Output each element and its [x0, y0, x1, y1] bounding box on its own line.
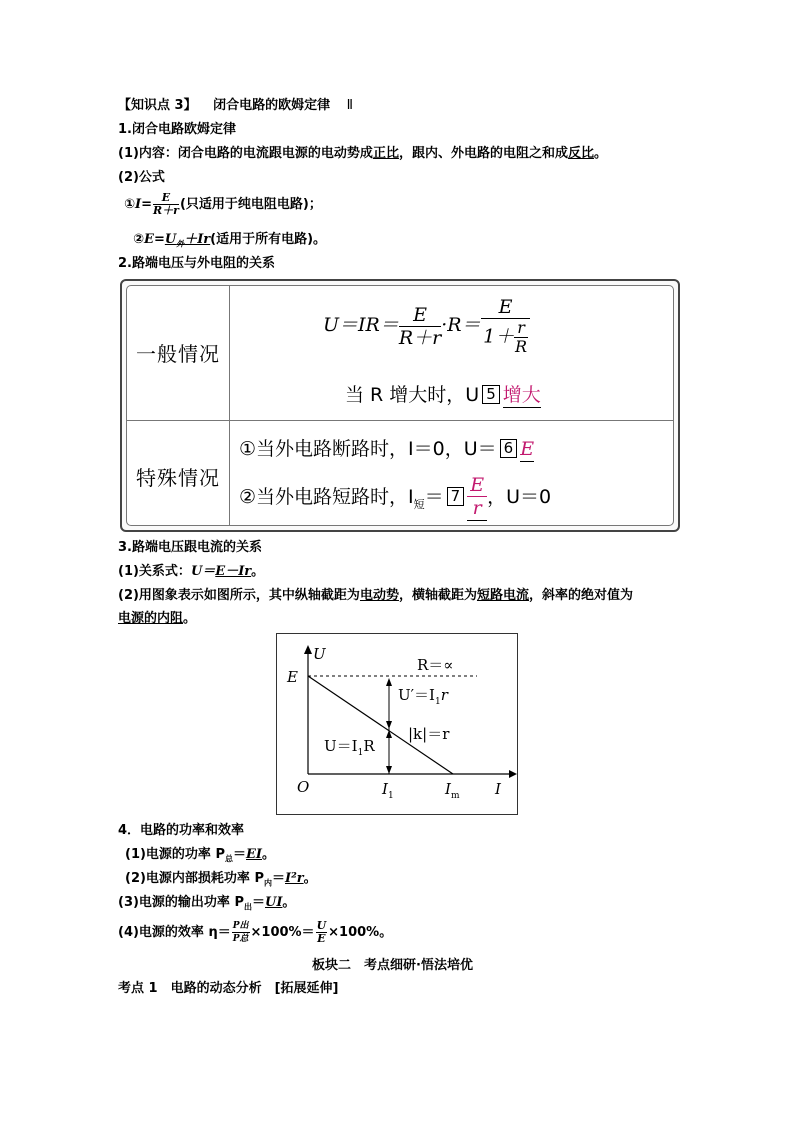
- desc-text: ，斜率的绝对值为: [528, 588, 633, 603]
- i1-label: [381, 780, 394, 801]
- power-eq: ＝: [232, 847, 246, 862]
- power-end: 。: [262, 847, 276, 862]
- power-sub: 总: [224, 854, 233, 864]
- power-sub: 内: [263, 878, 272, 888]
- eq-mid: ·R＝: [441, 314, 481, 336]
- den-prefix: 1＋: [483, 325, 515, 348]
- relation-table: [120, 279, 680, 532]
- i1-sub: 1: [387, 791, 394, 801]
- fraction-numerator: E: [467, 474, 487, 497]
- block-title: 板块二 考点细研·悟法培优: [312, 958, 473, 973]
- im-label: [444, 780, 460, 801]
- fraction-denominator: R＋r: [153, 204, 179, 217]
- power-internal: [125, 871, 317, 892]
- row-label-general: 一般情况: [136, 342, 220, 366]
- formula-index: ①: [124, 197, 136, 212]
- fraction-denominator: [481, 319, 531, 356]
- y-axis-label: U: [313, 645, 326, 663]
- fraction-numerator: E: [399, 304, 441, 327]
- u-prime-text: U′＝I: [398, 686, 435, 704]
- u-prime-end: r: [440, 686, 448, 704]
- formula-lhs: E: [144, 232, 154, 247]
- power-text: (3)电源的输出功率 P: [118, 895, 244, 910]
- origin-label: O: [297, 778, 310, 796]
- topic-title: 考点 1 电路的动态分析 [拓展延伸]: [118, 981, 339, 996]
- u-eq-end: R: [363, 737, 375, 755]
- graph-description-1: [118, 588, 633, 604]
- general-equation: [323, 296, 530, 356]
- u-prime-sub: 1: [434, 697, 441, 707]
- eq-prefix: U＝IR＝: [323, 314, 399, 336]
- open-circuit-line: [239, 434, 534, 461]
- arrow-up-mid: [386, 730, 392, 738]
- eq-fraction-1: [399, 304, 441, 349]
- efficiency-end: ×100%。: [328, 925, 393, 940]
- im-text: I: [445, 780, 451, 798]
- short-sub: 短: [413, 497, 425, 511]
- formula-fraction: [153, 192, 179, 217]
- formula-note: (只适用于纯电阻电路)；: [179, 197, 322, 212]
- power-sub: 出: [243, 902, 252, 912]
- knowledge-point-title: 闭合电路的欧姆定律: [213, 98, 331, 113]
- eq-fraction-2: [481, 296, 531, 356]
- inner-denominator: R: [515, 337, 528, 356]
- desc-text: (2)用图象表示如图所示，其中纵轴截距为: [118, 588, 360, 603]
- formula-rhs: [165, 232, 210, 247]
- content-text: ，跟内、外电路的电阻之和成: [398, 146, 568, 161]
- formula-2: [133, 232, 326, 252]
- relation-answer: E－Ir: [215, 564, 252, 579]
- relation-lhs: U＝: [190, 564, 216, 579]
- answer-ei: EI: [246, 847, 262, 862]
- efficiency-mid: ×100%＝: [250, 925, 315, 940]
- answer-increase: 增大: [502, 384, 541, 406]
- x-axis-label: I: [495, 780, 501, 798]
- knowledge-point-heading: [118, 98, 353, 114]
- fraction-numerator: E: [481, 296, 531, 319]
- slope-label: |k|＝r: [408, 725, 450, 743]
- short-circuit-text: ②当外电路短路时，I: [239, 486, 414, 508]
- answer-box-5: 5: [482, 385, 500, 404]
- general-conclusion: [345, 380, 541, 407]
- rhs-rest: ＋Ir: [184, 232, 211, 247]
- x-axis-arrow: [509, 770, 517, 778]
- section1-title: 1.闭合电路欧姆定律: [118, 122, 236, 137]
- arrow-down-mid: [386, 721, 392, 729]
- formula-title: (2)公式: [118, 170, 165, 185]
- u-eq-text: U＝I: [324, 737, 358, 755]
- table-horizontal-divider: [127, 420, 673, 421]
- fraction-numerator: P出: [232, 921, 249, 931]
- formula-1: [124, 192, 322, 217]
- desc-text: 。: [183, 611, 197, 626]
- section4-title: 4．电路的功率和效率: [118, 823, 245, 838]
- formula-lhs: I: [135, 197, 142, 212]
- power-output: [118, 895, 295, 916]
- section2-title: 2.路端电压与外电阻的关系: [118, 256, 275, 271]
- fraction-denominator: E: [317, 932, 326, 945]
- section3-title: 3.路端电压跟电流的关系: [118, 540, 262, 555]
- table-inner: [126, 285, 674, 526]
- r-infinity-label: R＝∝: [417, 656, 454, 674]
- content-text: (1)内容：闭合电路的电流跟电源的电动势成: [118, 146, 373, 161]
- short-circuit-line: [239, 474, 551, 521]
- answer-proportional: 正比: [372, 146, 399, 161]
- knowledge-point-level: Ⅱ: [346, 98, 354, 113]
- arrow-up-top: [386, 678, 392, 686]
- answer-short-current: [467, 474, 487, 521]
- answer-inverse: 反比: [567, 146, 594, 161]
- power-end: 。: [282, 895, 296, 910]
- desc-text: ，横轴截距为: [398, 588, 477, 603]
- formula-index: ②: [133, 232, 145, 247]
- efficiency-text: (4)电源的效率 η＝: [118, 925, 231, 940]
- u-eq-sub: 1: [357, 748, 364, 758]
- fraction-denominator: r: [472, 497, 482, 519]
- rhs-sub: 外: [176, 238, 185, 249]
- i1-text: I: [382, 780, 388, 798]
- power-eq: ＝: [251, 895, 265, 910]
- efficiency: [118, 920, 392, 945]
- answer-i2r: I²r: [285, 871, 304, 886]
- formula-eq: =: [153, 232, 165, 247]
- conclusion-text: 当 R 增大时，U: [345, 384, 480, 406]
- answer-emf-text: 电动势: [359, 588, 399, 603]
- rhs-u: U: [164, 232, 177, 247]
- answer-box-7: 7: [447, 487, 465, 506]
- efficiency-fraction-2: [316, 920, 328, 945]
- fraction-denominator: R＋r: [398, 326, 442, 349]
- power-text: (1)电源的功率 P: [125, 847, 225, 862]
- inner-numerator: r: [514, 319, 528, 338]
- answer-ui: UI: [265, 895, 283, 910]
- formula-note: (适用于所有电路)。: [210, 232, 327, 247]
- short-eq: ＝: [424, 486, 444, 508]
- power-text: (2)电源内部损耗功率 P: [125, 871, 264, 886]
- power-total: [125, 847, 275, 868]
- arrow-down-bottom: [386, 766, 392, 774]
- table-vertical-divider: [229, 286, 230, 525]
- power-end: 。: [303, 871, 317, 886]
- efficiency-fraction-1: [232, 920, 250, 945]
- fraction-numerator: E: [153, 192, 179, 205]
- formula-eq: =: [141, 197, 153, 212]
- short-end: ，U＝0: [487, 486, 552, 508]
- row-label-special: 特殊情况: [136, 466, 220, 490]
- relation-end: 。: [251, 564, 265, 579]
- content-text: 。: [593, 146, 607, 161]
- relation-prefix: (1)关系式：: [118, 564, 191, 579]
- y-axis-arrow: [304, 645, 312, 654]
- u-eq-label: [324, 737, 375, 758]
- graph-description-2: [118, 611, 196, 627]
- answer-emf: E: [520, 438, 535, 460]
- im-sub: m: [450, 791, 460, 801]
- fraction-denominator: P总: [232, 934, 249, 944]
- fraction-numerator: U: [316, 919, 327, 932]
- section1-content: [118, 146, 607, 162]
- u-i-graph: [276, 633, 518, 815]
- graph-svg: [277, 634, 519, 816]
- power-eq: ＝: [271, 871, 285, 886]
- inner-fraction: [514, 319, 528, 356]
- answer-box-6: 6: [500, 439, 518, 458]
- emf-label: E: [287, 668, 298, 686]
- answer-short-current-text: 短路电流: [476, 588, 529, 603]
- answer-internal-resistance: 电源的内阻: [118, 611, 184, 626]
- knowledge-point-tag: 【知识点 3】: [118, 98, 197, 113]
- relation-formula: [118, 564, 264, 580]
- u-prime-label: [398, 686, 449, 707]
- open-circuit-text: ①当外电路断路时，I＝0，U＝: [239, 438, 497, 460]
